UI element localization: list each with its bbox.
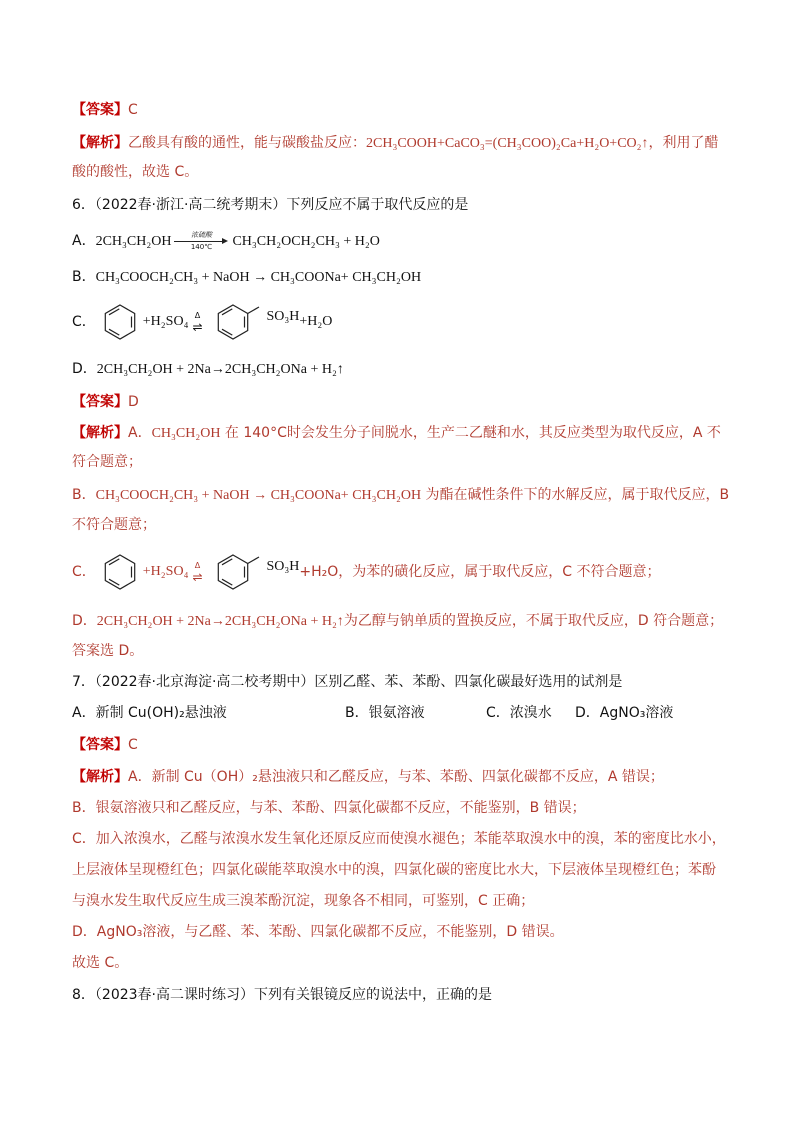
q6-analysis-d: [72, 611, 723, 631]
condition-heat: Δ: [194, 561, 201, 570]
q7-analysis-line-1: [72, 767, 664, 787]
q7-stem: 7．（2022春·北京海淀·高二校考期中）区别乙醛、苯、苯酚、四氯化碳最好选用的试剂是: [72, 674, 623, 690]
analysis-formula: 2CH₃COOH+CaCO₃=(CH₃COO)₂Ca+H₂O+CO₂↑: [366, 136, 649, 151]
q7-analysis-line-4: 上层液体呈现橙红色；四氯化碳能萃取溴水中的溴，四氯化碳的密度比水大，下层液体呈现橙红色；苯酚: [72, 862, 716, 878]
analysis-text: 乙酸具有酸的通性，能与碳酸盐反应：: [128, 135, 366, 151]
q6-stem: 6．（2022春·浙江·高二统考期末）下列反应不属于取代反应的是: [72, 197, 469, 213]
analysis-text: 为乙醇与钠单质的置换反应，不属于取代反应，D 符合题意；: [343, 613, 724, 629]
q5-answer: [72, 100, 138, 120]
q7-analysis-line-5: 与溴水发生取代反应生成三溴苯酚沉淀，现象各不相同，可鉴别，C 正确；: [72, 893, 535, 909]
q7-answer: [72, 735, 138, 755]
reversible-arrow: ⇌: [192, 570, 203, 584]
analysis-key: D．: [72, 613, 97, 629]
equation: 2CH₃CH₂OH + 2Na→2CH₃CH₂ONa + H₂↑: [96, 362, 344, 377]
answer-label: 【答案】: [72, 102, 128, 118]
option-text: 银氨溶液: [368, 705, 425, 721]
q6-analysis-b: [72, 485, 729, 505]
analysis-text: ，利用了醋: [648, 135, 719, 151]
analysis-text: 在 140°C时会发生分子间脱水，生产二乙醚和水，其反应类型为取代反应，A 不: [220, 425, 721, 441]
q6-answer: [72, 392, 139, 412]
option-key: A．: [72, 233, 96, 249]
analysis-key: B．: [72, 487, 96, 503]
analysis-key: C．: [72, 564, 96, 580]
sulfonic-group: SO₃H: [266, 309, 300, 324]
answer-value: C: [128, 102, 138, 118]
reactant: 2CH₃CH₂OH: [95, 234, 172, 249]
q6-conclusion: 答案选 D。: [72, 643, 144, 659]
option-text: 新制 Cu(OH)₂悬浊液: [95, 705, 227, 721]
benzenesulfonic-acid-ring: [213, 552, 265, 592]
option-key: C．: [72, 314, 96, 330]
product: CH₃CH₂OCH₂CH₃ + H₂O: [232, 234, 380, 249]
condition-heat: Δ: [194, 311, 201, 320]
benzene-ring: [100, 552, 140, 592]
q7-analysis-line-6: D．AgNO₃溶液，与乙醛、苯、苯酚、四氯化碳都不反应，不能鉴别，D 错误。: [72, 924, 564, 940]
product: +H₂O: [299, 314, 333, 329]
q6-analysis-c: [72, 552, 661, 592]
option-text: 浓溴水: [509, 705, 552, 721]
q5-analysis-line-2: 酸的酸性，故选 C。: [72, 164, 199, 180]
reversible-arrow: ⇌: [192, 320, 203, 334]
q6-analysis-b-cont: 不符合题意；: [72, 517, 156, 533]
reaction-condition: [192, 311, 202, 333]
analysis-key: A．: [128, 425, 152, 441]
q7-option-d: [575, 703, 673, 723]
analysis-label: 【解析】: [72, 425, 128, 441]
q7-option-a: [72, 703, 227, 723]
option-key: B．: [345, 705, 369, 721]
sulfonic-group: SO₃H: [266, 559, 300, 574]
q8-stem: 8．（2023春·高二课时练习）下列有关银镜反应的说法中，正确的是: [72, 987, 492, 1003]
q6-option-a: [72, 231, 380, 251]
q6-analysis-a: [72, 423, 721, 443]
q7-analysis-line-3: C．加入浓溴水，乙醛与浓溴水发生氧化还原反应而使溴水褪色；苯能萃取溴水中的溴，苯的密度比水小，: [72, 831, 726, 847]
q6-option-d: [72, 359, 344, 379]
option-key: B．: [72, 269, 96, 285]
analysis-formula: 2CH₃CH₂OH + 2Na→2CH₃CH₂ONa + H₂↑: [96, 614, 344, 629]
analysis-text: 为酯在碱性条件下的水解反应，属于取代反应，B: [421, 487, 730, 503]
analysis-formula: CH₃CH₂OH: [151, 426, 221, 441]
q6-option-c: [72, 302, 332, 342]
reaction-arrow: [174, 231, 228, 251]
benzenesulfonic-acid-ring: [213, 302, 265, 342]
q5-analysis-line-1: [72, 133, 719, 153]
option-text: AgNO₃溶液: [599, 705, 674, 721]
option-key: A．: [72, 705, 96, 721]
q7-analysis-line-2: B．银氨溶液只和乙醛反应，与苯、苯酚、四氯化碳都不反应，不能鉴别，B 错误；: [72, 800, 586, 816]
analysis-text: +H₂O，为苯的磺化反应，属于取代反应，C 不符合题意；: [299, 564, 661, 580]
answer-label: 【答案】: [72, 394, 128, 410]
q6-analysis-a-cont: 符合题意；: [72, 454, 142, 470]
benzene-ring: [100, 302, 140, 342]
condition-catalyst: 浓硫酸: [190, 231, 212, 239]
q7-conclusion: 故选 C。: [72, 955, 129, 971]
q6-option-b: [72, 267, 421, 287]
q7-option-c: [486, 703, 552, 723]
answer-value: D: [128, 394, 139, 410]
reagent: +H₂SO₄: [142, 314, 189, 329]
condition-temperature: 140℃: [190, 243, 213, 251]
q7-option-b: [345, 703, 425, 723]
analysis-label: 【解析】: [72, 769, 128, 785]
analysis-text: A．新制 Cu（OH）₂悬浊液只和乙醛反应，与苯、苯酚、四氯化碳都不反应，A 错误；: [128, 769, 664, 785]
answer-label: 【答案】: [72, 737, 128, 753]
option-key: C．: [486, 705, 510, 721]
option-key: D．: [575, 705, 600, 721]
reaction-condition: [192, 561, 202, 583]
analysis-label: 【解析】: [72, 135, 128, 151]
analysis-formula: CH₃COOCH₂CH₃ + NaOH → CH₃COONa+ CH₃CH₂OH: [95, 488, 422, 503]
answer-value: C: [128, 737, 138, 753]
equation: CH₃COOCH₂CH₃ + NaOH → CH₃COONa+ CH₃CH₂OH: [95, 270, 422, 285]
reagent: +H₂SO₄: [142, 564, 189, 579]
option-key: D．: [72, 361, 97, 377]
